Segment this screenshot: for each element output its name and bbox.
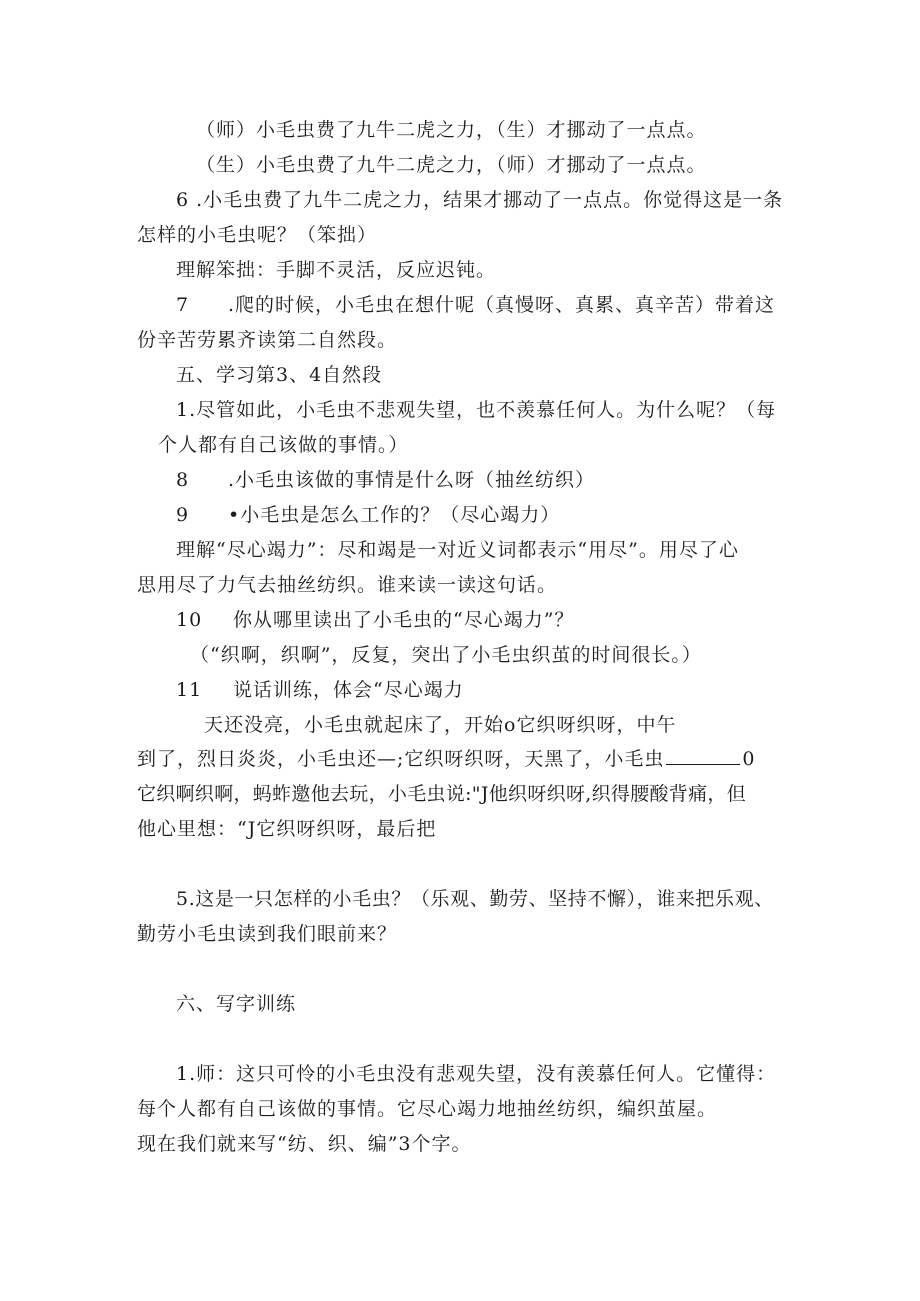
item-text: •小毛虫是怎么工作的？（尽心竭力） xyxy=(228,504,561,526)
text-line xyxy=(137,746,756,772)
list-item xyxy=(176,502,560,528)
text-line: 思用尽了力气去抽丝纺织。谁来读一读这句话。 xyxy=(137,574,558,596)
text-line: 份辛苦劳累齐读第二自然段。 xyxy=(137,329,398,351)
item-number: 10 xyxy=(176,609,203,631)
text-line: 怎样的小毛虫呢？（笨拙） xyxy=(137,224,378,246)
section-heading: 六、写字训练 xyxy=(176,993,297,1015)
fill-blank xyxy=(666,746,740,765)
item-text: .爬的时候，小毛虫在想什呢（真慢呀、真累、真辛苦）带着这 xyxy=(228,294,776,316)
text-line: 勤劳小毛虫读到我们眼前来？ xyxy=(137,923,398,945)
item-text: 说话训练，体会“尽心竭力 xyxy=(233,679,464,701)
text-line: 理解“尽心竭力”：尽和竭是一对近义词都表示“用尽”。用尽了心 xyxy=(176,539,739,561)
text-line: 理解笨拙：手脚不灵活，反应迟钝。 xyxy=(176,259,497,281)
line-text: 0 xyxy=(742,748,756,770)
text-line: 6 .小毛虫费了九牛二虎之力，结果才挪动了一点点。你觉得这是一条 xyxy=(176,189,784,211)
text-line: 现在我们就来写“纺、织、编”3个字。 xyxy=(137,1133,472,1155)
text-line: （生）小毛虫费了九牛二虎之力，（师）才挪动了一点点。 xyxy=(196,154,707,176)
list-item xyxy=(176,677,464,703)
item-number: 11 xyxy=(176,679,203,701)
text-line: 每个人都有自己该做的事情。它尽心竭力地抽丝纺织，编织茧屋。 xyxy=(137,1098,718,1120)
list-item xyxy=(176,292,775,318)
text-line: （师）小毛虫费了九牛二虎之力，（生）才挪动了一点点。 xyxy=(196,119,707,141)
item-number: 8 xyxy=(176,469,190,491)
item-text: 你从哪里读出了小毛虫的“尽心竭力”？ xyxy=(233,609,575,631)
item-text: .小毛虫该做的事情是什么呀（抽丝纺织） xyxy=(228,469,596,491)
line-text: 到了，烈日炎炎，小毛虫还—;它织呀织呀，天黑了，小毛虫 xyxy=(137,748,665,770)
text-line: 它织啊织啊，蚂蚱邀他去玩，小毛虫说:"J他织呀织呀,织得腰酸背痛，但 xyxy=(137,783,746,805)
item-number: 7 xyxy=(176,294,190,316)
list-item xyxy=(176,467,595,493)
section-heading: 五、学习第3、4自然段 xyxy=(176,364,383,386)
text-line: 1.尽管如此，小毛虫不悲观失望，也不羡慕任何人。为什么呢？（每 xyxy=(176,399,777,421)
text-line: 个人都有自己该做的事情。） xyxy=(158,434,409,456)
text-line: （“织啊，织啊”，反复，突出了小毛虫织茧的时间很长。） xyxy=(190,644,702,666)
text-line: 1.师：这只可怜的小毛虫没有悲观失望，没有羡慕任何人。它懂得： xyxy=(176,1063,777,1085)
text-line: 5.这是一只怎样的小毛虫？（乐观、勤劳、坚持不懈），谁来把乐观、 xyxy=(176,888,774,910)
text-line: 天还没亮，小毛虫就起床了，开始o它织呀织呀，中午 xyxy=(204,714,677,736)
text-line: 他心里想：“J它织呀织呀，最后把 xyxy=(137,818,437,840)
list-item xyxy=(176,607,574,633)
item-number: 9 xyxy=(176,504,190,526)
